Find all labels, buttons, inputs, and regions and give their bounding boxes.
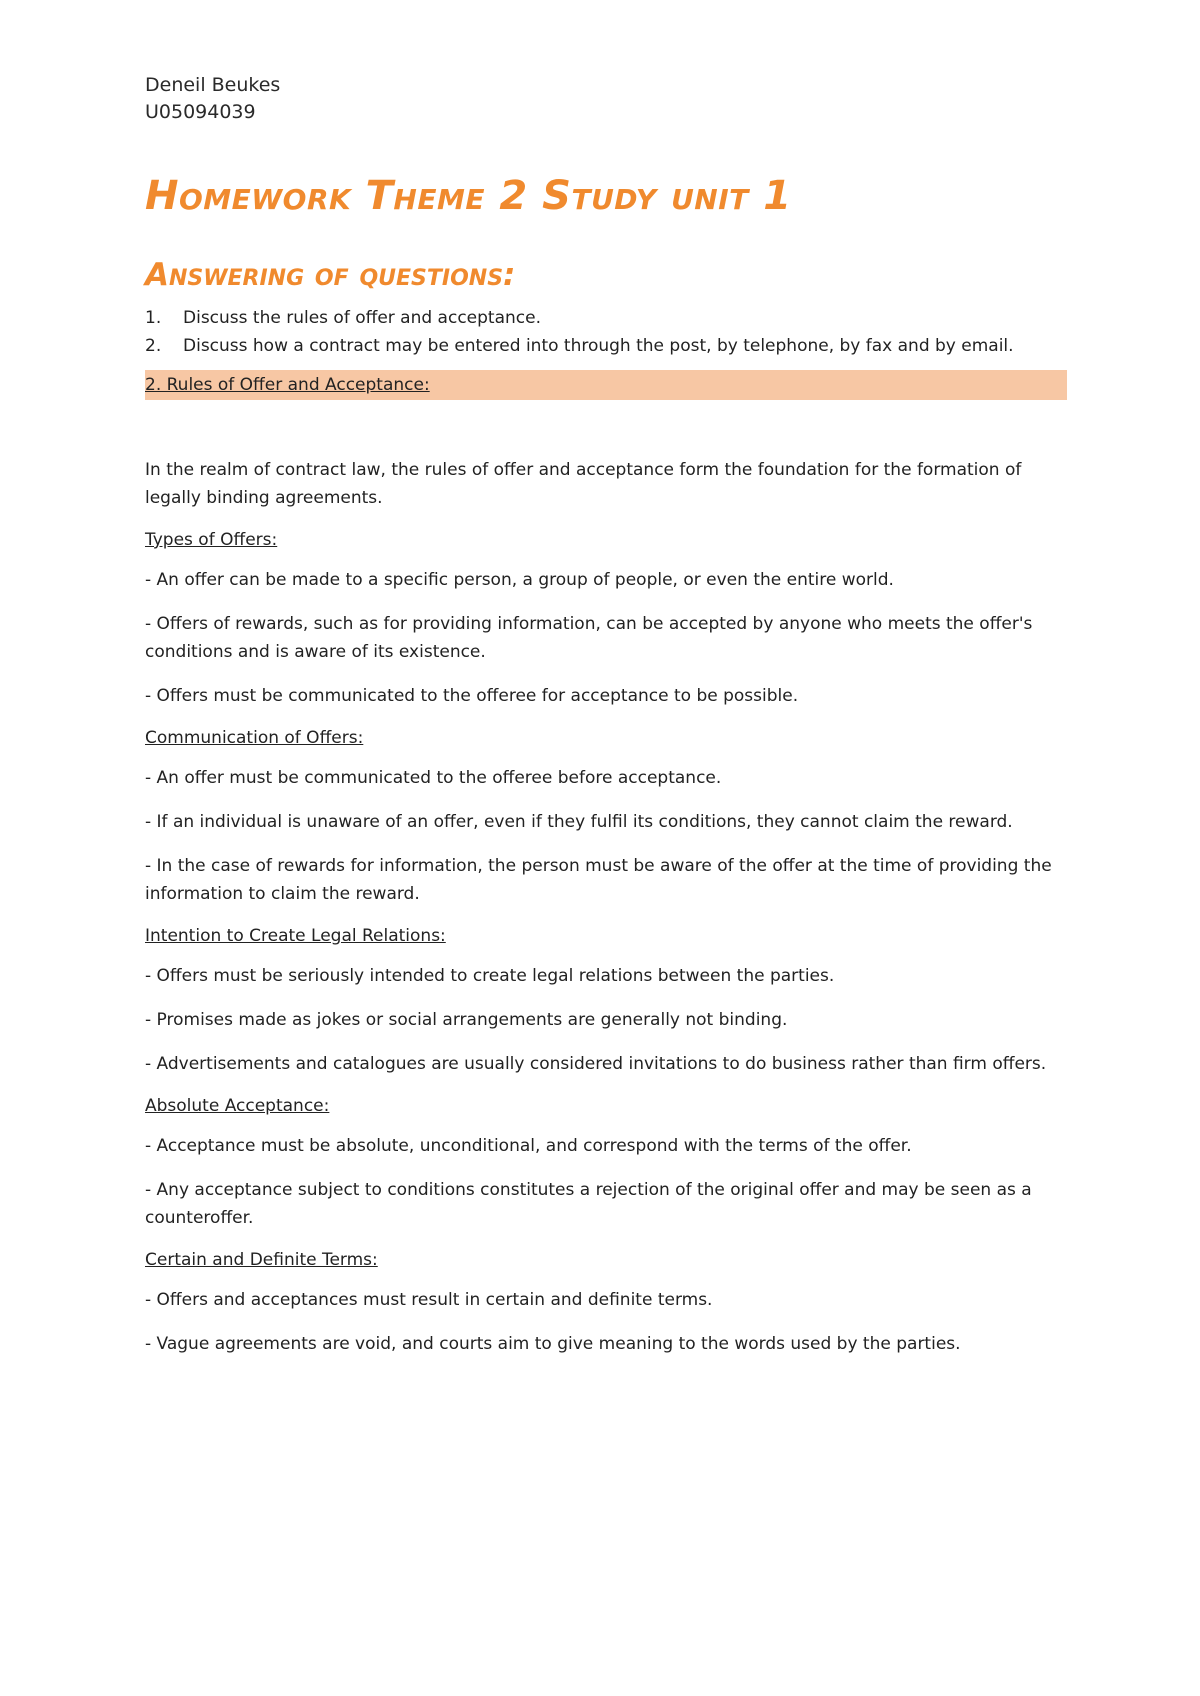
document-subtitle: Answering of questions:: [145, 257, 516, 293]
section-heading: Absolute Acceptance:: [145, 1096, 330, 1116]
intro-paragraph: In the realm of contract law, the rules of offer and acceptance form the foundation for the formation of legally binding agreements.: [145, 460, 1022, 508]
section-point: - Offers must be seriously intended to create legal relations between the parties.: [145, 966, 835, 986]
question-number: 1.: [145, 308, 162, 328]
section-point: - If an individual is unaware of an offer, even if they fulfil its conditions, they cannot claim the reward.: [145, 812, 1013, 832]
question-number: 2.: [145, 336, 162, 356]
question-text: Discuss how a contract may be entered into through the post, by telephone, by fax and by email.: [183, 336, 1014, 356]
section-point: - An offer can be made to a specific person, a group of people, or even the entire world.: [145, 570, 894, 590]
question-item: [145, 332, 1065, 360]
document-page: [145, 72, 1065, 1358]
author-name: Deneil Beukes: [145, 74, 281, 96]
student-number: U05094039: [145, 101, 256, 123]
section-point: - Acceptance must be absolute, unconditional, and correspond with the terms of the offer.: [145, 1136, 912, 1156]
section-point: - Offers and acceptances must result in certain and definite terms.: [145, 1290, 713, 1310]
section-point: - Offers must be communicated to the offeree for acceptance to be possible.: [145, 686, 799, 706]
section-heading: Intention to Create Legal Relations:: [145, 926, 446, 946]
document-title: Homework Theme 2 Study unit 1: [145, 173, 792, 219]
questions-list: [145, 304, 1065, 360]
section-title-bar: [145, 370, 1067, 400]
section-point: - An offer must be communicated to the offeree before acceptance.: [145, 768, 722, 788]
section-point: - In the case of rewards for information, the person must be aware of the offer at the time of providing the information to claim the reward.: [145, 856, 1052, 904]
question-text: Discuss the rules of offer and acceptance.: [183, 308, 541, 328]
section-title: 2. Rules of Offer and Acceptance:: [145, 375, 430, 395]
section-point: - Vague agreements are void, and courts aim to give meaning to the words used by the parties.: [145, 1334, 961, 1354]
section-point: - Offers of rewards, such as for providing information, can be accepted by anyone who meets the offer's conditions and is aware of its existence.: [145, 614, 1033, 662]
section-heading: Certain and Definite Terms:: [145, 1250, 378, 1270]
section-point: - Promises made as jokes or social arrangements are generally not binding.: [145, 1010, 788, 1030]
section-point: - Advertisements and catalogues are usually considered invitations to do business rather than firm offers.: [145, 1054, 1047, 1074]
section-point: - Any acceptance subject to conditions constitutes a rejection of the original offer and may be seen as a counteroffer.: [145, 1180, 1032, 1228]
section-heading: Communication of Offers:: [145, 728, 364, 748]
question-item: [145, 304, 1065, 332]
section-heading: Types of Offers:: [145, 530, 278, 550]
